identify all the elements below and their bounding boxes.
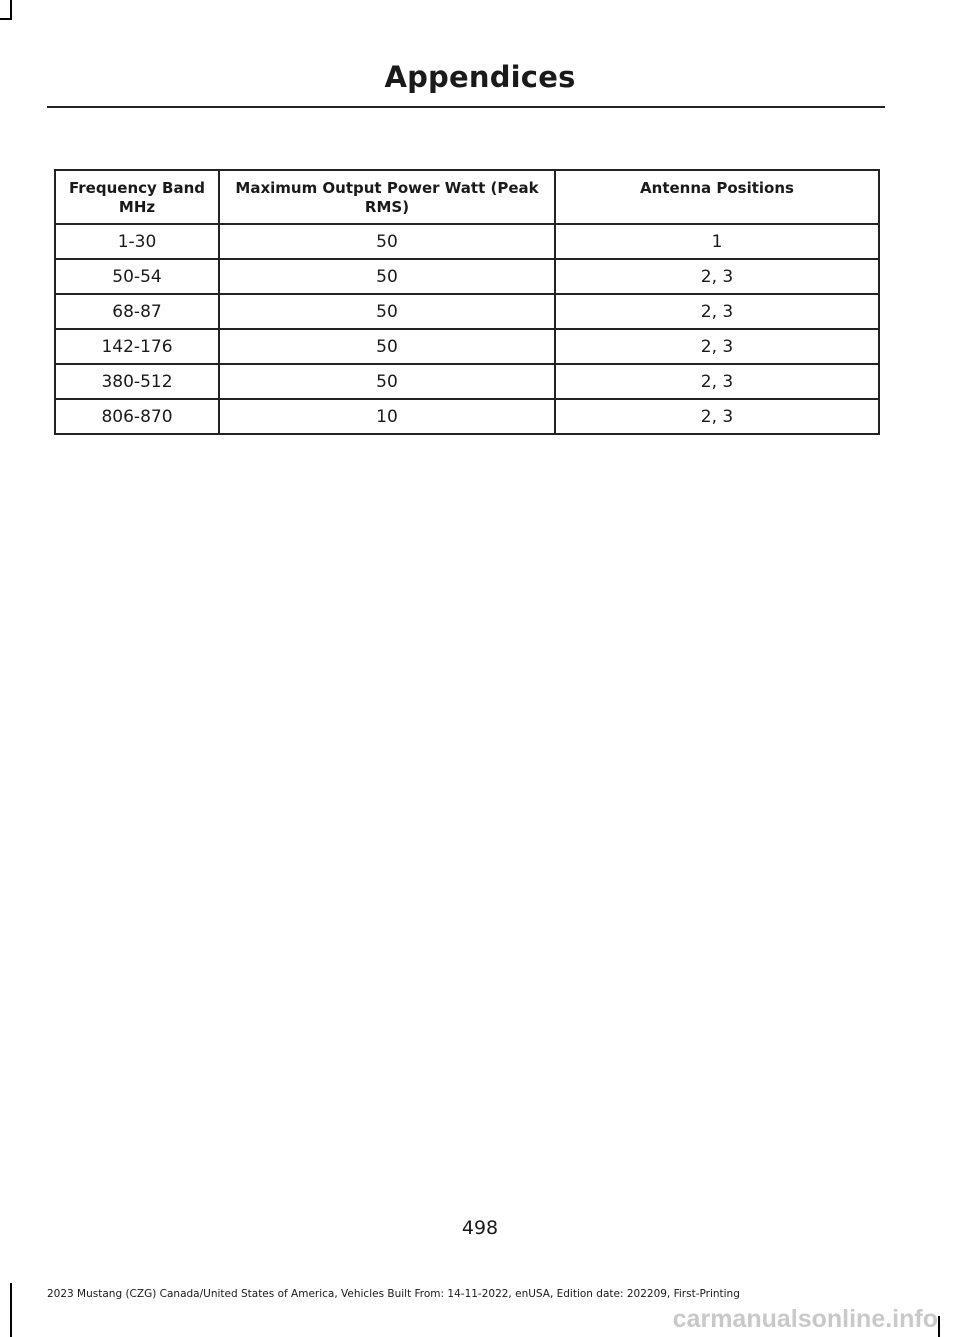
header-frequency-band: Frequency Band MHz [55,170,219,224]
cell-max-output-power: 50 [219,294,555,329]
cell-antenna-positions: 2, 3 [555,399,879,434]
cell-max-output-power: 10 [219,399,555,434]
table-row [55,364,879,399]
table-row [55,294,879,329]
cell-frequency-band: 142-176 [55,329,219,364]
cell-frequency-band: 380-512 [55,364,219,399]
cell-frequency-band: 1-30 [55,224,219,259]
crop-mark-bottom-right-v [938,1316,940,1337]
cell-frequency-band: 50-54 [55,259,219,294]
cell-antenna-positions: 2, 3 [555,364,879,399]
header-antenna-positions: Antenna Positions [555,170,879,224]
cell-antenna-positions: 2, 3 [555,294,879,329]
title-rule [47,106,885,108]
crop-mark-top-left-h [0,18,12,20]
cell-frequency-band: 806-870 [55,399,219,434]
cell-max-output-power: 50 [219,329,555,364]
page-number: 498 [461,1217,499,1239]
table-row [55,329,879,364]
cell-antenna-positions: 2, 3 [555,259,879,294]
cell-max-output-power: 50 [219,224,555,259]
watermark[interactable]: carmanualsonline.info [672,1305,938,1333]
cell-max-output-power: 50 [219,259,555,294]
table-header-row [55,170,879,224]
footer-text: 2023 Mustang (CZG) Canada/United States of America, Vehicles Built From: 14-11-2022, enUSA, Edition date: 202209, First-Printing [47,1288,740,1300]
frequency-power-table [54,169,880,435]
header-max-output-power: Maximum Output Power Watt (Peak RMS) [219,170,555,224]
crop-mark-top-left-v [10,0,12,18]
cell-antenna-positions: 1 [555,224,879,259]
crop-mark-bottom-left-v [10,1283,12,1337]
table-row [55,224,879,259]
page-title: Appendices [384,60,576,94]
cell-max-output-power: 50 [219,364,555,399]
cell-antenna-positions: 2, 3 [555,329,879,364]
cell-frequency-band: 68-87 [55,294,219,329]
table-row [55,399,879,434]
table-row [55,259,879,294]
